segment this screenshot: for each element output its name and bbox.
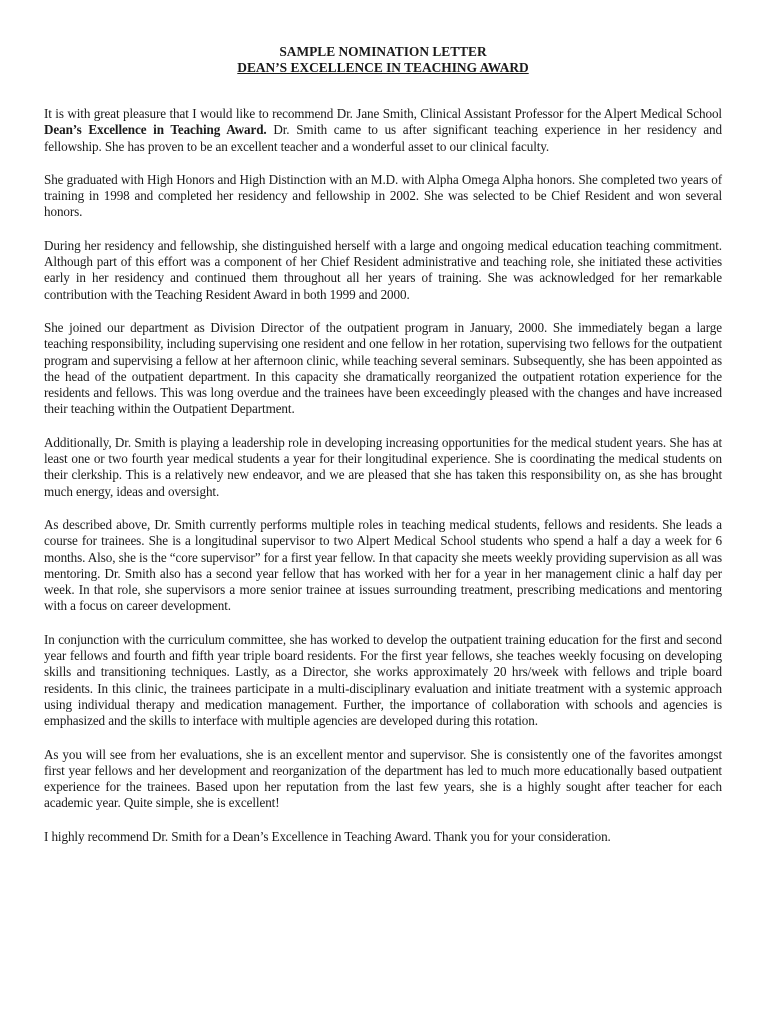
paragraph-division-director: She joined our department as Division Director of the outpatient program in January, 2000. She immediately began a large teaching responsibility, including supervising one resident and one fellow in her rotation, supervising two fellows for the outpatient program and supervising a fellow at her afternoon clinic, while teaching several seminars. Subsequently, she has been appointed as the head of the outpatient department. In this capacity she dramatically reorganized the outpatient rotation experience for the residents and fellows. This was long overdue and the trainees have been exceedingly pleased with the changes and have increased their teaching within the Outpatient Department. [44, 319, 722, 417]
paragraph-teaching-roles: As described above, Dr. Smith currently performs multiple roles in teaching medical students, fellows and residents. She leads a course for trainees. She is a longitudinal supervisor to two Alpert Medical School students who spend a half a day a week for 6 months. Also, she is the “core supervisor” for a first year fellow. In that capacity she meets weekly providing supervision as all was mentoring. Dr. Smith also has a second year fellow that has worked with her for a year in her management clinic a half day per week. In that role, she supervisors a more senior trainee at issues surrounding treatment, prescribing medications and mentoring with a focus on career development. [44, 516, 722, 614]
paragraph-intro-end: Dr. Smith came to us after significant teaching experience in her residency and fellowship. She has proven to be an excellent teacher and a wonderful asset to our clinical faculty. [44, 122, 722, 154]
paragraph-education: She graduated with High Honors and High Distinction with an M.D. with Alpha Omega Alpha honors. She completed two years of training in 1998 and completed her residency and fellowship in 2002. She was selected to be Chief Resident and won several honors. [44, 171, 722, 220]
award-name-bold: Dean’s Excellence in Teaching Award. [44, 122, 267, 138]
nomination-letter-page [44, 44, 722, 862]
letter-body [44, 106, 722, 845]
paragraph-closing: I highly recommend Dr. Smith for a Dean’s Excellence in Teaching Award. Thank you for your consideration. [44, 828, 611, 844]
paragraph-curriculum: In conjunction with the curriculum committee, she has worked to develop the outpatient training education for the first and second year fellows and fourth and fifth year triple board residents. For the first year fellows, she teaches weekly focusing on developing skills and transitioning techniques. Lastly, as a Director, she works approximately 20 hrs/week with fellows and triple board residents. In this clinic, the trainees participate in a multi-disciplinary evaluation and initiate treatment with a systemic approach using individual therapy and medication management. Further, the importance of collaboration with schools and agencies is emphasized and the skills to interface with multiple agencies are developed during this rotation. [44, 631, 722, 729]
paragraph-intro-start: It is with great pleasure that I would like to recommend Dr. Jane Smith, Clinical Assistant Professor for the Alpert Medical School [44, 106, 722, 121]
paragraph-intro [44, 106, 722, 155]
letter-title: SAMPLE NOMINATION LETTER [279, 44, 487, 59]
paragraph-evaluations: As you will see from her evaluations, she is an excellent mentor and supervisor. She is consistently one of the favorites amongst first year fellows and her development and reorganization of the department has led to much more educationally based outpatient experience for the trainees. Based upon her reputation from the last few years, she is a highly sought after teacher for each academic year. Quite simple, she is excellent! [44, 746, 722, 811]
paragraph-leadership: Additionally, Dr. Smith is playing a leadership role in developing increasing opportunities for the medical student years. She has at least one or two fourth year medical students a year for their longitudinal experience. She is coordinating the medical students on their clerkship. This is a relatively new endeavor, and we are pleased that she has taken this responsibility on, as she has brought much energy, ideas and oversight. [44, 434, 722, 499]
letter-heading [44, 44, 722, 76]
paragraph-residency: During her residency and fellowship, she distinguished herself with a large and ongoing medical education teaching commitment. Although part of this effort was a component of her Chief Resident administrative and teaching role, she initiated these activities early in her residency and continued them throughout all her years of training. She was acknowledged for her remarkable contribution with the Teaching Resident Award in both 1999 and 2000. [44, 237, 722, 302]
award-heading: DEAN’S EXCELLENCE IN TEACHING AWARD [237, 60, 529, 75]
